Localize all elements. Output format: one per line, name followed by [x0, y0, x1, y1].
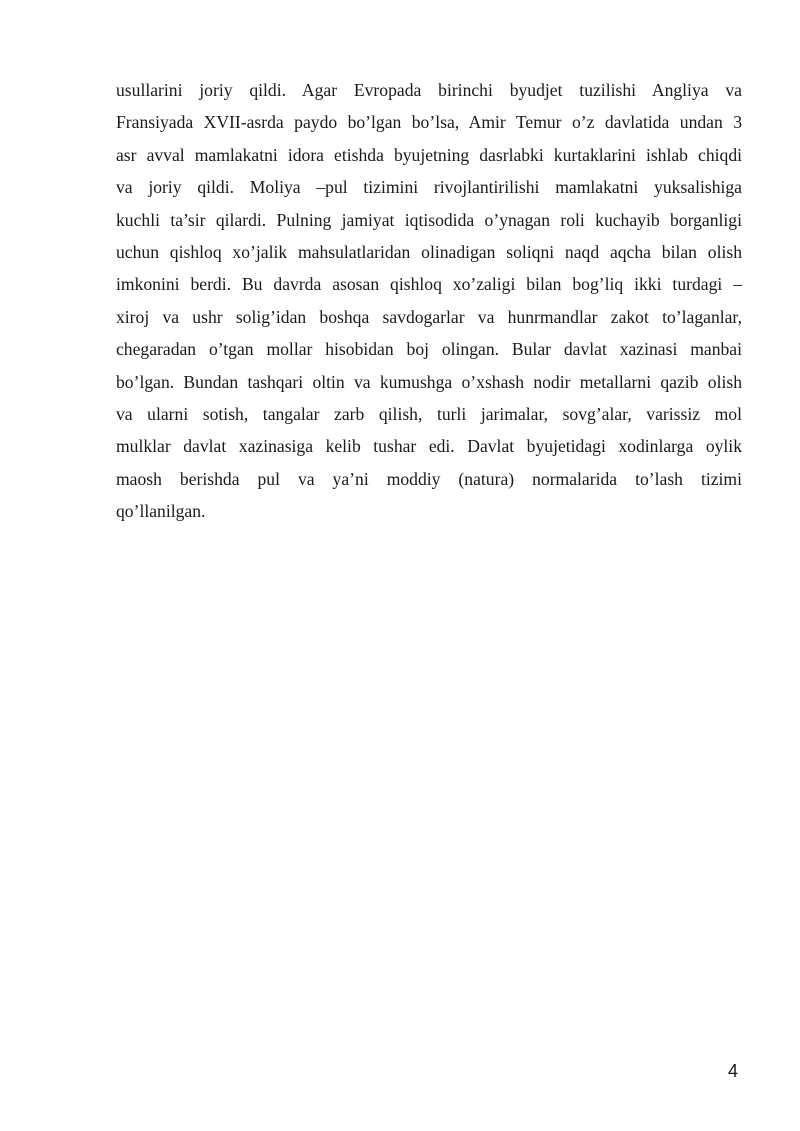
paragraph-line: chegaradan o’tgan mollar hisobidan boj olingan. Bular davlat xazinasi manbai [116, 339, 742, 360]
paragraph-line: bo’lgan. Bundan tashqari oltin va kumushga o’xshash nodir metallarni qazib olish [116, 371, 742, 392]
paragraph-line: uchun qishloq xo’jalik mahsulatlaridan olinadigan soliqni naqd aqcha bilan olish [116, 241, 742, 262]
paragraph-line: va ularni sotish, tangalar zarb qilish, turli jarimalar, sovg’alar, varissiz mol [116, 403, 742, 424]
paragraph-line: xiroj va ushr solig’idan boshqa savdogarlar va hunrmandlar zakot to’laganlar, [116, 306, 742, 327]
body-paragraph [116, 74, 742, 527]
paragraph-line: usullarini joriy qildi. Agar Evropada birinchi byudjet tuzilishi Angliya va [116, 80, 742, 100]
paragraph-line: va joriy qildi. Moliya –pul tizimini rivojlantirilishi mamlakatni yuksalishiga [116, 177, 742, 198]
paragraph-line: maosh berishda pul va ya’ni moddiy (natura) normalarida to’lash tizimi [116, 468, 742, 489]
paragraph-line: qo’llanilgan. [116, 501, 206, 522]
paragraph-line: imkonini berdi. Bu davrda asosan qishloq xo’zaligi bilan bog’liq ikki turdagi – [116, 274, 742, 295]
paragraph-line: Fransiyada XVII-asrda paydo bo’lgan bo’lsa, Amir Temur o’z davlatida undan 3 [116, 112, 742, 133]
paragraph-line: asr avval mamlakatni idora etishda byujetning dasrlabki kurtaklarini ishlab chiqdi [116, 144, 742, 165]
paragraph-line: mulklar davlat xazinasiga kelib tushar edi. Davlat byujetidagi xodinlarga oylik [116, 436, 742, 457]
paragraph-line: kuchli ta’sir qilardi. Pulning jamiyat iqtisodida o’ynagan roli kuchayib borganligi [116, 209, 742, 230]
page-number: 4 [728, 1061, 739, 1081]
